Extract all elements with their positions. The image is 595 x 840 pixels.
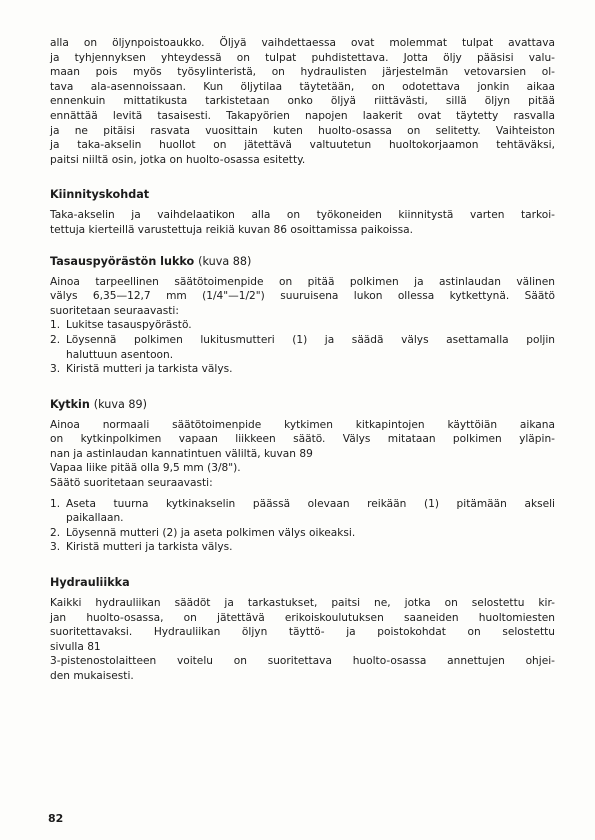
text-line: Vapaa liike pitää olla 9,5 mm (3/8"). [50,462,241,475]
list-item [50,318,555,333]
text-line: Löysennä polkimen lukitusmutteri (1) ja säädä välys asettamalla poljin [66,333,555,346]
list-item [50,333,555,362]
page-number: 82 [48,812,64,825]
text-line: haluttuun asentoon. [66,348,174,361]
text-line: ja taka-akselin huollot on jätettävä valtuutetun huoltokorjaamon tehtäväksi, [50,139,555,152]
list-number: 2. [50,526,61,539]
text-line: ennättää levitä tasaisesti. Takapyörien napojen laakerit ovat täytetty rasvalla [50,109,555,122]
text-line: paitsi niiltä osin, jotka on huolto-osassa esitetty. [50,153,306,166]
section-kiinnityskohdat [50,187,555,237]
section-heading-row [50,397,555,412]
text-line: välys 6,35—12,7 mm (1/4"—1/2") suuruisena lukon ollessa kytkettynä. Säätö [50,290,555,303]
text-line: Aseta tuurna kytkinakselin päässä olevaan reikään (1) pitämään akseli [66,497,555,510]
text-line: Säätö suoritetaan seuraavasti: [50,477,213,490]
list-number: 1. [50,319,61,332]
text-line: Ainoa normaali säätötoimenpide kytkimen kitkapintojen käyttöiän aikana [50,418,555,431]
list-number: 1. [50,497,61,510]
text-line: jan huolto-osassa, on jätettävä erikoiskoulutuksen saaneiden huoltomiesten [50,611,555,624]
text-line: Löysennä mutteri (2) ja aseta polkimen välys oikeaksi. [66,526,356,539]
section-tasauspyorasto-lukko [50,254,555,377]
text-line: Kiristä mutteri ja tarkista välys. [66,363,233,376]
list-item [50,526,555,541]
text-line: tava ala-asennoissaan. Kun öljytilaa täytetään, on odotettava jonkin aikaa [50,80,555,93]
page-content [50,36,555,684]
text-line: Kiristä mutteri ja tarkista välys. [66,541,233,554]
section-heading: Kiinnityskohdat [50,188,150,202]
text-line: ennenkuin mittatikusta tarkistetaan onko öljyä riittävästi, sillä öljyn pitää [50,95,555,108]
text-line: Lukitse tasauspyörästö. [66,319,192,332]
text-line: on kytkinpolkimen vapaan liikkeen säätö. Välys mitataan polkimen yläpin- [50,433,555,446]
list-item [50,362,555,377]
list-item [50,540,555,555]
section-heading: Hydrauliikka [50,576,130,590]
section-kytkin [50,397,555,555]
text-line: maan pois myös työsylinteristä, on hydraulisten järjestelmän vetovarsien ol- [50,66,555,79]
section-heading-row [50,254,555,269]
text-line: suoritettavaksi. Hydrauliikan öljyn täyttö- ja poistokohdat on selostettu [50,626,555,639]
text-line: 3-pistenostolaitteen voitelu on suoritettava huolto-osassa annettujen ohjei- [50,655,555,668]
text-line: alla on öljynpoistoaukko. Öljyä vaihdettaessa ovat molemmat tulpat avattava [50,37,555,49]
text-line: sivulla 81 [50,640,101,653]
text-line: ja ne pitäisi rasvata vuosittain kuten huolto-osassa on selitetty. Vaihteiston [50,124,555,137]
section-heading: Tasauspyörästön lukko [50,254,195,268]
text-line: Taka-akselin ja vaihdelaatikon alla on työkoneiden kiinnitystä varten tarkoi- [50,209,555,222]
text-line: paikallaan. [66,512,124,525]
text-line: Ainoa tarpeellinen säätötoimenpide on pitää polkimen ja astinlaudan välinen [50,275,555,288]
list-number: 2. [50,333,61,346]
text-line: Kaikki hydrauliikan säädöt ja tarkastukset, paitsi ne, jotka on selostettu kir- [50,597,555,610]
list-number: 3. [50,541,61,554]
text-line: den mukaisesti. [50,670,134,682]
section-hydrauliikka [50,575,555,684]
section-heading: Kytkin [50,397,90,411]
figure-reference: (kuva 89) [93,397,147,411]
intro-paragraph [50,36,555,167]
text-line: nan ja astinlaudan kannatintuen väliltä, kuvan 89 [50,447,313,460]
list-number: 3. [50,363,61,376]
text-line: suoritetaan seuraavasti: [50,304,179,317]
figure-reference: (kuva 88) [198,254,252,268]
text-line: tettuja kierteillä varustettuja reikiä kuvan 86 osoittamissa paikoissa. [50,223,414,236]
list-item [50,497,555,526]
text-line: ja tyhjennyksen yhteydessä on tulpat puhdistettava. Jotta öljy pääsisi valu- [50,51,555,64]
